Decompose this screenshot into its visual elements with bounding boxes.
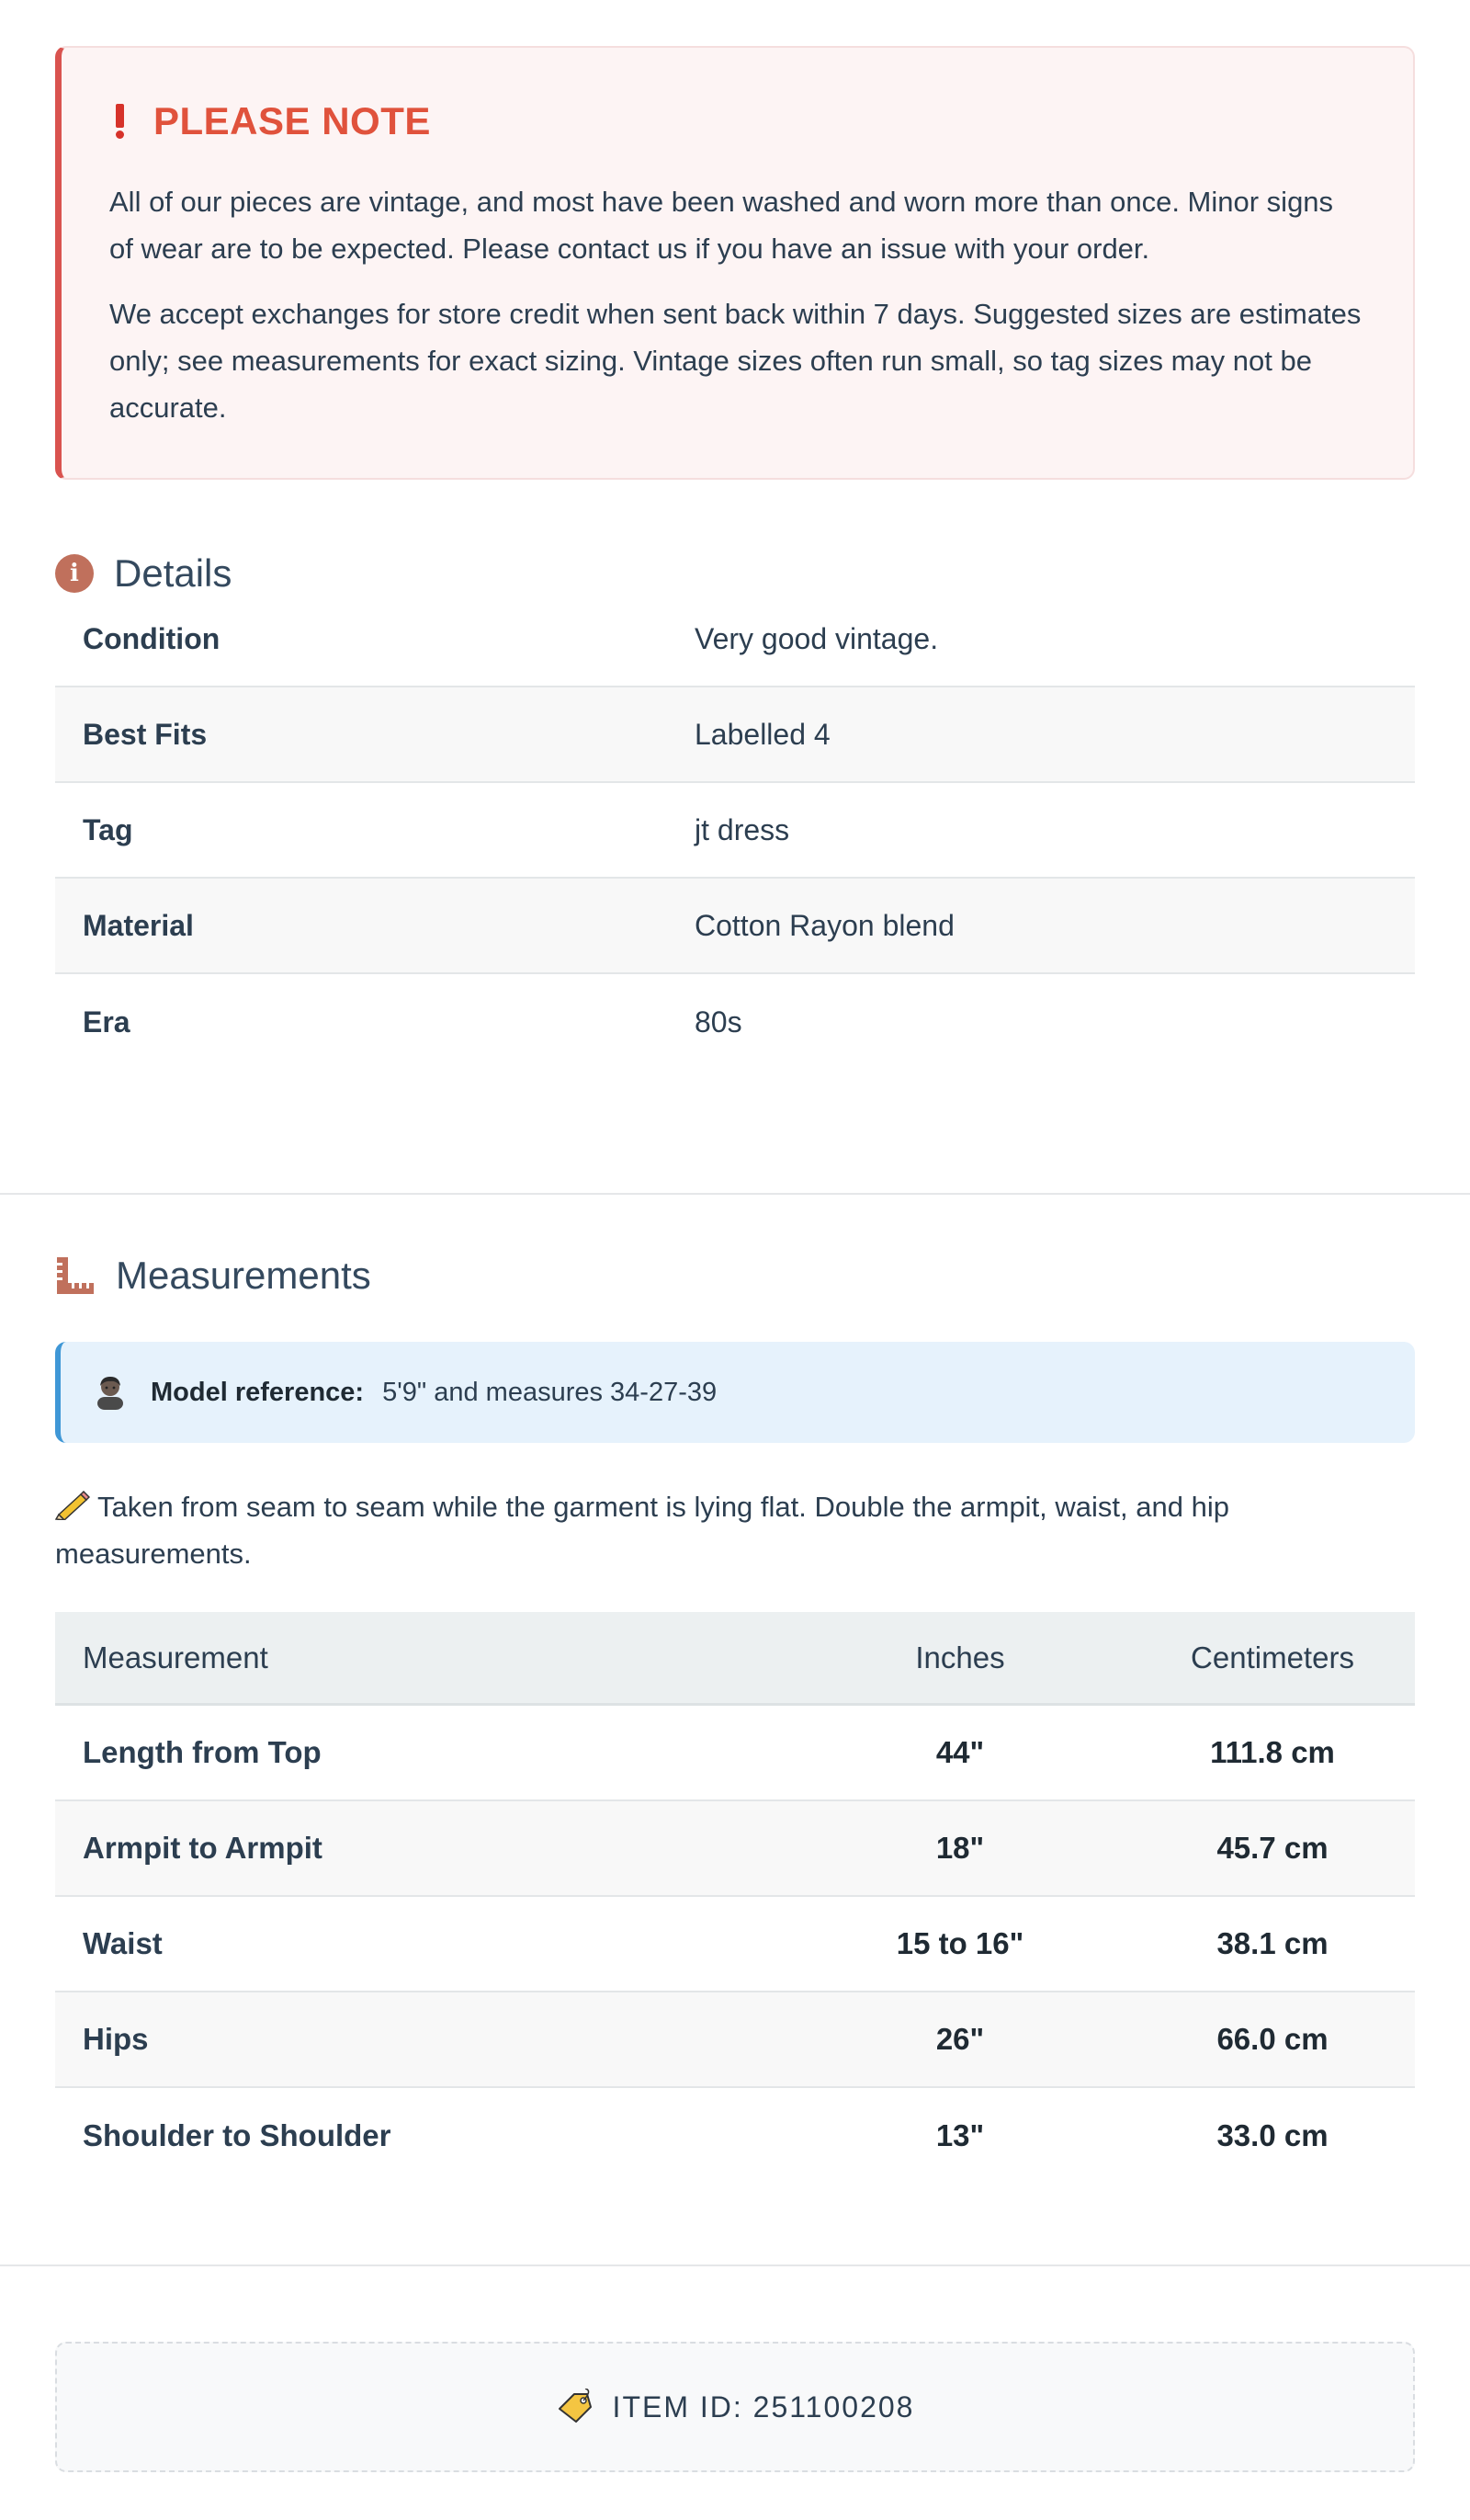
table-header [55, 1612, 1415, 1706]
item-id-text: ITEM ID: 251100208 [612, 2389, 915, 2424]
note-title: PLEASE NOTE [153, 99, 431, 142]
measurement-cm: 33.0 cm [1216, 2118, 1329, 2152]
model-reference-value: 5'9" and measures 34-27-39 [382, 1377, 718, 1407]
measurement-name: Shoulder to Shoulder [83, 2118, 391, 2152]
measurement-cm: 38.1 cm [1216, 1926, 1329, 1960]
model-reference-label: Model reference: [151, 1377, 365, 1407]
info-icon: i [55, 554, 94, 593]
details-row-material [55, 879, 1415, 974]
details-value: Very good vintage. [695, 621, 939, 655]
column-header: Centimeters [1191, 1640, 1354, 1674]
measurements-title: Measurements [116, 1254, 371, 1297]
exclamation-icon [113, 104, 126, 139]
measurement-cm: 45.7 cm [1216, 1831, 1329, 1865]
measurement-cm: 66.0 cm [1216, 2022, 1329, 2056]
please-note-box [55, 46, 1415, 480]
measurement-name: Length from Top [83, 1735, 322, 1769]
section-divider [0, 2265, 1470, 2266]
table-row [55, 1897, 1415, 1992]
pencil-icon [55, 1491, 90, 1520]
measurement-inches: 13" [935, 2118, 985, 2152]
tag-icon [556, 2389, 594, 2425]
details-row-tag [55, 783, 1415, 879]
details-label: Condition [83, 621, 220, 655]
details-table [55, 592, 1415, 1070]
details-label: Era [83, 1005, 130, 1039]
table-row [55, 1706, 1415, 1801]
instructions-text: Taken from seam to seam while the garment is lying flat. Double the armpit, waist, and hip measurements. [55, 1491, 1229, 1570]
measurement-inches: 26" [935, 2022, 985, 2056]
details-label: Best Fits [83, 717, 208, 751]
table-row [55, 1992, 1415, 2088]
details-value: 80s [695, 1005, 742, 1039]
measurement-inches: 15 to 16" [896, 1926, 1024, 1960]
details-value: Labelled 4 [695, 717, 831, 751]
measurements-table [55, 1612, 1415, 2184]
details-title: Details [114, 551, 232, 595]
item-id-box [55, 2342, 1415, 2472]
section-divider [0, 1193, 1470, 1195]
details-label: Tag [83, 812, 133, 846]
column-header: Inches [915, 1640, 1005, 1674]
ruler-icon [55, 1255, 96, 1296]
measurement-name: Hips [83, 2022, 149, 2056]
note-paragraph: We accept exchanges for store credit when sent back within 7 days. Suggested sizes are estimates only; see measurements for exact sizing. Vintage sizes often run small, so tag sizes may not be accurate. [109, 298, 1362, 424]
note-paragraph: All of our pieces are vintage, and most have been washed and worn more than once. Minor signs of wear are to be expected. Please contact us if you have an issue with your order. [109, 186, 1334, 265]
table-row [55, 1801, 1415, 1897]
table-row [55, 2088, 1415, 2184]
measurement-name: Armpit to Armpit [83, 1831, 322, 1865]
measurement-inches: 44" [935, 1735, 985, 1769]
details-header [55, 551, 232, 596]
measurement-name: Waist [83, 1926, 163, 1960]
details-row-era [55, 974, 1415, 1070]
details-row-condition [55, 592, 1415, 687]
model-reference-box [55, 1342, 1415, 1443]
column-header: Measurement [83, 1640, 268, 1674]
person-icon [94, 1375, 127, 1410]
details-row-best-fits [55, 687, 1415, 783]
details-value: jt dress [695, 812, 790, 846]
measurement-instructions [55, 1483, 1415, 1577]
measurement-cm: 111.8 cm [1210, 1735, 1335, 1769]
details-label: Material [83, 908, 194, 942]
measurements-header [55, 1254, 371, 1298]
note-header [109, 99, 1363, 142]
measurement-inches: 18" [935, 1831, 985, 1865]
details-value: Cotton Rayon blend [695, 908, 955, 942]
